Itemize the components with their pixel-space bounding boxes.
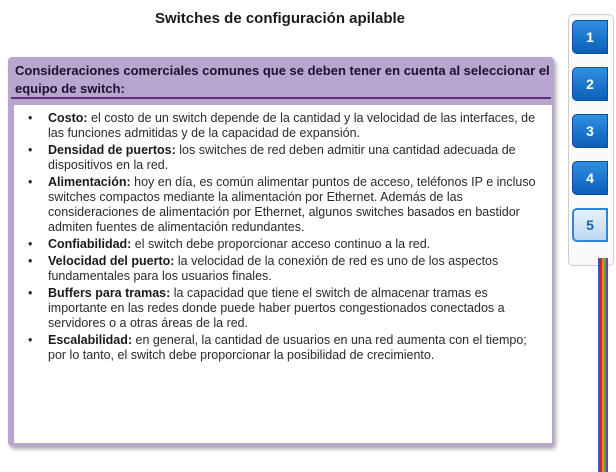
tab-5[interactable]: 5 <box>572 208 608 242</box>
item-term: Confiabilidad: <box>48 237 132 251</box>
list-item-confiabilidad <box>48 237 546 252</box>
item-text: la capacidad que tiene el switch de almacenar tramas es importante en las redes donde puede haber puertos congestionados conectados a servidores o a otras áreas de la red. <box>48 286 505 330</box>
list-item-escalabilidad <box>48 333 546 363</box>
list-item-buffers <box>48 286 546 331</box>
panel-header: Consideraciones comerciales comunes que se deben tener en cuenta al seleccionar el equipo de switch: <box>15 63 550 96</box>
considerations-list <box>14 105 552 363</box>
tab-2[interactable]: 2 <box>572 67 608 101</box>
item-text: hoy en día, es común alimentar puntos de acceso, teléfonos IP e incluso switches compactos mediante la alimentación por Ethernet. Además de las consideraciones de alimentación por Ethernet, algunos switches basados en bastidor admiten fuentes de alimentación redundantes. <box>48 175 536 234</box>
considerations-panel <box>8 57 554 446</box>
list-item-densidad <box>48 143 546 173</box>
panel-body <box>14 105 552 443</box>
item-term: Densidad de puertos: <box>48 143 176 157</box>
item-term: Costo: <box>48 111 88 125</box>
tab-1[interactable]: 1 <box>572 20 608 54</box>
tab-3[interactable]: 3 <box>572 114 608 148</box>
tab-4[interactable]: 4 <box>572 161 608 195</box>
item-text: el costo de un switch depende de la cantidad y la velocidad de las interfaces, de las funciones admitidas y de la capacidad de expansión. <box>48 111 536 140</box>
list-item-costo <box>48 111 546 141</box>
list-item-alimentacion <box>48 175 546 235</box>
item-term: Velocidad del puerto: <box>48 254 175 268</box>
header-divider <box>11 97 551 99</box>
item-term: Buffers para tramas: <box>48 286 171 300</box>
item-text: los switches de red deben admitir una cantidad adecuada de dispositivos en la red. <box>48 143 516 172</box>
item-text: el switch debe proporcionar acceso continuo a la red. <box>131 237 431 251</box>
nav-color-rail <box>598 258 608 472</box>
item-term: Alimentación: <box>48 175 131 189</box>
item-text: en general, la cantidad de usuarios en una red aumenta con el tiempo; por lo tanto, el switch debe proporcionar la posibilidad de crecimiento. <box>48 333 527 362</box>
page-title: Switches de configuración apilable <box>154 10 406 27</box>
item-text: la velocidad de la conexión de red es uno de los aspectos fundamentales para los usuarios finales. <box>48 254 499 283</box>
list-item-velocidad <box>48 254 546 284</box>
item-term: Escalabilidad: <box>48 333 133 347</box>
